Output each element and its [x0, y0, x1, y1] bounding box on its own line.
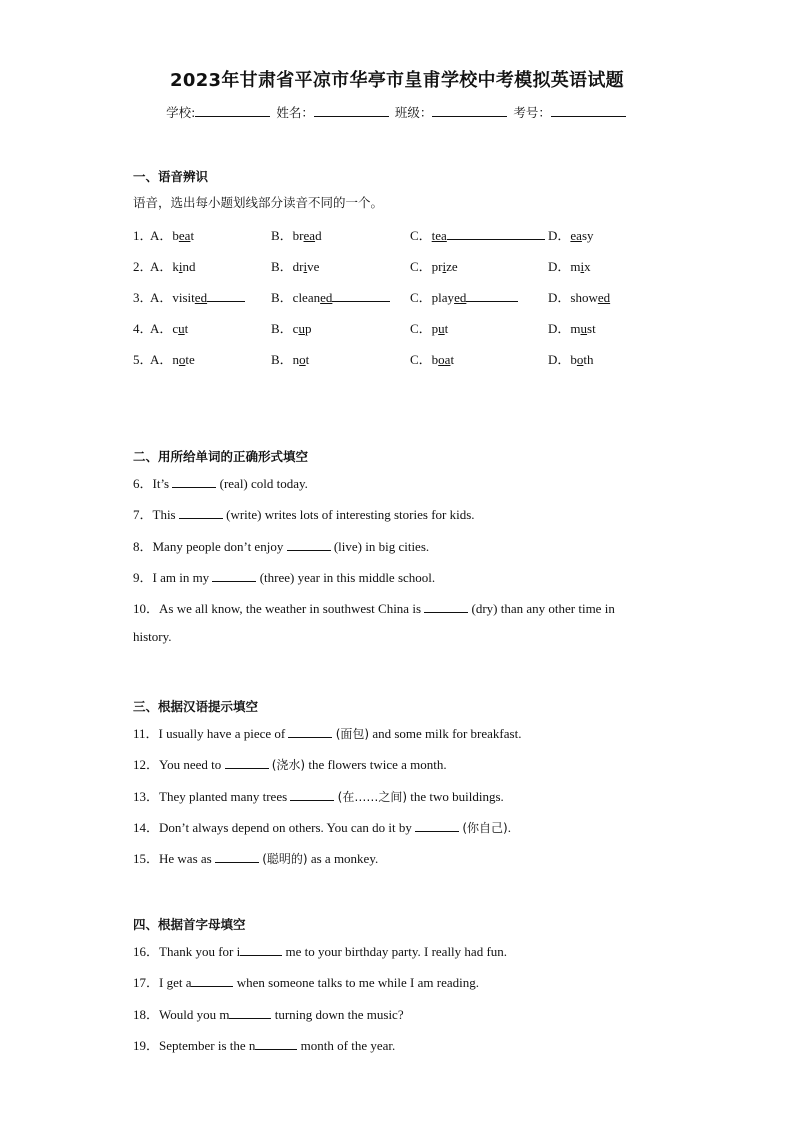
- underlined-part: i: [178, 259, 183, 274]
- question-3-option-d[interactable]: [548, 287, 610, 306]
- question-14-line: [133, 817, 511, 836]
- underline-tail: [207, 289, 245, 302]
- underlined-part: ed: [320, 290, 333, 305]
- question-text: 12．You need to: [133, 757, 225, 772]
- word-prefix: m: [570, 321, 581, 336]
- word-suffix: t: [184, 321, 189, 336]
- question-text-end: .: [507, 820, 511, 835]
- word-prefix: br: [292, 228, 304, 243]
- question-text: 7．This: [133, 507, 179, 522]
- option-letter: B．: [271, 290, 293, 305]
- word-prefix: show: [570, 290, 598, 305]
- question-4-option-c[interactable]: [410, 318, 448, 337]
- question-17-line: [133, 972, 479, 991]
- question-text: 18．Would you m: [133, 1007, 230, 1022]
- section-3-heading: 三、根据汉语提示填空: [133, 699, 259, 714]
- answer-blank[interactable]: [255, 1037, 297, 1050]
- word-prefix: pr: [431, 259, 443, 274]
- question-10-line: [133, 598, 615, 617]
- question-1-number: 1．: [133, 228, 153, 243]
- underlined-part: i: [303, 259, 308, 274]
- option-letter: A．: [150, 352, 173, 367]
- question-text: 10．As we all know, the weather in southwest China is: [133, 601, 425, 616]
- question-text: 13．They planted many trees: [133, 789, 291, 804]
- word-suffix: st: [587, 321, 596, 336]
- question-text-end: the flowers twice a month.: [305, 757, 447, 772]
- student-info-line: [0, 103, 794, 121]
- question-1-option-a[interactable]: [150, 225, 194, 244]
- question-16-line: [133, 941, 507, 960]
- chinese-hint: (聪明的): [262, 852, 308, 866]
- section-1-heading: 一、语音辨识: [133, 169, 209, 184]
- question-text: 15．He was as: [133, 851, 215, 866]
- answer-blank[interactable]: [424, 600, 468, 613]
- word-suffix: d: [315, 228, 322, 243]
- question-text: 9．I am in my: [133, 570, 213, 585]
- chinese-hint: (你自己): [462, 821, 508, 835]
- word-prefix: p: [431, 321, 439, 336]
- chinese-hint: (浇水): [271, 758, 306, 772]
- word-suffix: th: [583, 352, 594, 367]
- word-suffix: te: [185, 352, 195, 367]
- question-8-line: [133, 536, 429, 555]
- class-blank[interactable]: [432, 104, 507, 117]
- word-prefix: c: [292, 321, 299, 336]
- q10-continuation: history.: [133, 629, 172, 644]
- question-text-end: (write) writes lots of interesting stories for kids.: [222, 507, 475, 522]
- question-text-end: me to your birthday party. I really had fun.: [282, 944, 508, 959]
- question-text-end: (three) year in this middle school.: [256, 570, 436, 585]
- section-4-heading: 四、根据首字母填空: [133, 917, 246, 932]
- underlined-part: o: [299, 352, 306, 367]
- underlined-part: u: [438, 321, 445, 336]
- question-2-option-c[interactable]: [410, 256, 458, 275]
- option-letter: C．: [410, 352, 432, 367]
- question-1-option-d[interactable]: [548, 225, 594, 244]
- answer-blank[interactable]: [287, 538, 331, 551]
- chinese-hint: (面包): [335, 727, 370, 741]
- underline-tail: [447, 227, 545, 240]
- word-suffix: t: [305, 352, 310, 367]
- question-text: 6．It’s: [133, 476, 173, 491]
- section-1-instruction: 语音，选出每小题划线部分读音不同的一个。: [133, 195, 384, 210]
- underlined-part: ed: [597, 290, 611, 305]
- option-letter: B．: [271, 259, 293, 274]
- word-prefix: clean: [292, 290, 321, 305]
- question-text: 14．Don’t always depend on others. You can do it by: [133, 820, 416, 835]
- question-5-option-c[interactable]: [410, 349, 454, 368]
- word-suffix: t: [444, 321, 449, 336]
- answer-blank[interactable]: [225, 756, 269, 769]
- underlined-part: i: [580, 259, 585, 274]
- underlined-part: oa: [438, 352, 451, 367]
- question-1-option-b[interactable]: [271, 225, 322, 244]
- question-13-line: [133, 786, 504, 805]
- question-text-end: (live) in big cities.: [330, 539, 430, 554]
- question-9-line: [133, 567, 435, 586]
- question-7-line: [133, 504, 475, 523]
- option-letter: C．: [410, 228, 432, 243]
- option-letter: D．: [548, 228, 571, 243]
- question-text: 8．Many people don’t enjoy: [133, 539, 287, 554]
- underlined-part: ed: [194, 290, 208, 305]
- school-blank[interactable]: [195, 104, 270, 117]
- underlined-part: i: [442, 259, 447, 274]
- word-prefix: n: [172, 352, 179, 367]
- option-letter: D．: [548, 352, 571, 367]
- question-4-option-d[interactable]: [548, 318, 596, 337]
- word-prefix: b: [431, 352, 439, 367]
- exam-no-label: 考号：: [513, 105, 551, 120]
- question-5-number: 5．: [133, 352, 153, 367]
- exam-no-blank[interactable]: [551, 104, 626, 117]
- question-text-end: when someone talks to me while I am reading.: [233, 975, 479, 990]
- name-blank[interactable]: [314, 104, 389, 117]
- question-2-option-d[interactable]: [548, 256, 591, 275]
- underline-tail: [466, 289, 518, 302]
- underlined-part: o: [178, 352, 186, 367]
- underlined-part: ea: [570, 228, 582, 243]
- question-text: 19．September is the n: [133, 1038, 256, 1053]
- question-19-line: [133, 1035, 395, 1054]
- underlined-part: ea: [178, 228, 191, 243]
- word-prefix: k: [172, 259, 179, 274]
- underlined-part: tea: [431, 228, 447, 243]
- question-text-end: (dry) than any other time in: [468, 601, 615, 616]
- question-text: 11．I usually have a piece of: [133, 726, 289, 741]
- question-2-option-a[interactable]: [150, 256, 196, 275]
- question-3-option-a[interactable]: [150, 287, 245, 306]
- word-prefix: b: [172, 228, 179, 243]
- option-letter: B．: [271, 321, 293, 336]
- answer-blank[interactable]: [191, 974, 233, 987]
- option-letter: A．: [150, 259, 173, 274]
- option-letter: D．: [548, 259, 571, 274]
- name-label: 姓名：: [276, 105, 314, 120]
- answer-blank[interactable]: [212, 569, 256, 582]
- answer-blank[interactable]: [290, 788, 334, 801]
- question-3-option-c[interactable]: [410, 287, 518, 306]
- answer-blank[interactable]: [288, 725, 332, 738]
- question-6-line: [133, 473, 308, 492]
- underlined-part: ed: [454, 290, 467, 305]
- word-suffix: ze: [446, 259, 458, 274]
- option-letter: C．: [410, 259, 432, 274]
- school-label: 学校:: [166, 105, 196, 120]
- question-text: 16．Thank you for i: [133, 944, 241, 959]
- word-prefix: m: [570, 259, 581, 274]
- question-3-option-b[interactable]: [271, 287, 390, 306]
- underlined-part: ea: [303, 228, 316, 243]
- word-suffix: ve: [307, 259, 320, 274]
- option-letter: A．: [150, 290, 173, 305]
- answer-blank[interactable]: [215, 850, 259, 863]
- class-label: 班级：: [394, 105, 433, 120]
- option-letter: B．: [271, 352, 293, 367]
- option-letter: C．: [410, 321, 432, 336]
- question-text-end: month of the year.: [297, 1038, 396, 1053]
- option-letter: A．: [150, 228, 173, 243]
- question-5-option-b[interactable]: [271, 349, 309, 368]
- word-suffix: t: [190, 228, 195, 243]
- question-text-end: the two buildings.: [407, 789, 504, 804]
- question-1-option-c[interactable]: [410, 225, 545, 244]
- question-5-option-d[interactable]: [548, 349, 594, 368]
- answer-blank[interactable]: [172, 475, 216, 488]
- question-3-number: 3．: [133, 290, 153, 305]
- word-suffix: nd: [182, 259, 196, 274]
- answer-blank[interactable]: [240, 943, 282, 956]
- word-suffix: p: [304, 321, 312, 336]
- question-4-option-b[interactable]: [271, 318, 311, 337]
- question-4-option-a[interactable]: [150, 318, 188, 337]
- underlined-part: u: [580, 321, 588, 336]
- question-5-option-a[interactable]: [150, 349, 195, 368]
- word-suffix: sy: [581, 228, 594, 243]
- question-15-line: [133, 848, 378, 867]
- question-12-line: [133, 754, 447, 773]
- answer-blank[interactable]: [415, 819, 459, 832]
- underlined-part: u: [298, 321, 305, 336]
- question-text-end: turning down the music?: [271, 1007, 404, 1022]
- word-suffix: x: [584, 259, 591, 274]
- option-letter: A．: [150, 321, 173, 336]
- option-letter: D．: [548, 290, 571, 305]
- word-prefix: dr: [292, 259, 304, 274]
- underline-tail: [332, 289, 390, 302]
- option-letter: C．: [410, 290, 432, 305]
- question-text-end: and some milk for breakfast.: [369, 726, 522, 741]
- word-suffix: t: [450, 352, 455, 367]
- question-text: 17．I get a: [133, 975, 192, 990]
- word-prefix: play: [431, 290, 455, 305]
- underlined-part: u: [178, 321, 185, 336]
- page-title: 2023年甘肃省平凉市华亭市皇甫学校中考模拟英语试题: [170, 70, 624, 91]
- word-prefix: c: [172, 321, 179, 336]
- answer-blank[interactable]: [179, 506, 223, 519]
- word-prefix: b: [570, 352, 577, 367]
- word-prefix: n: [292, 352, 300, 367]
- option-letter: B．: [271, 228, 293, 243]
- underlined-part: o: [576, 352, 584, 367]
- question-4-number: 4．: [133, 321, 153, 336]
- question-text-end: (real) cold today.: [216, 476, 308, 491]
- question-text-end: as a monkey.: [307, 851, 379, 866]
- answer-blank[interactable]: [229, 1006, 271, 1019]
- section-2-heading: 二、用所给单词的正确形式填空: [133, 449, 309, 464]
- question-2-option-b[interactable]: [271, 256, 319, 275]
- chinese-hint: (在……之间): [337, 790, 408, 804]
- question-18-line: [133, 1004, 404, 1023]
- question-11-line: [133, 723, 521, 742]
- question-2-number: 2．: [133, 259, 153, 274]
- word-prefix: visit: [172, 290, 195, 305]
- option-letter: D．: [548, 321, 571, 336]
